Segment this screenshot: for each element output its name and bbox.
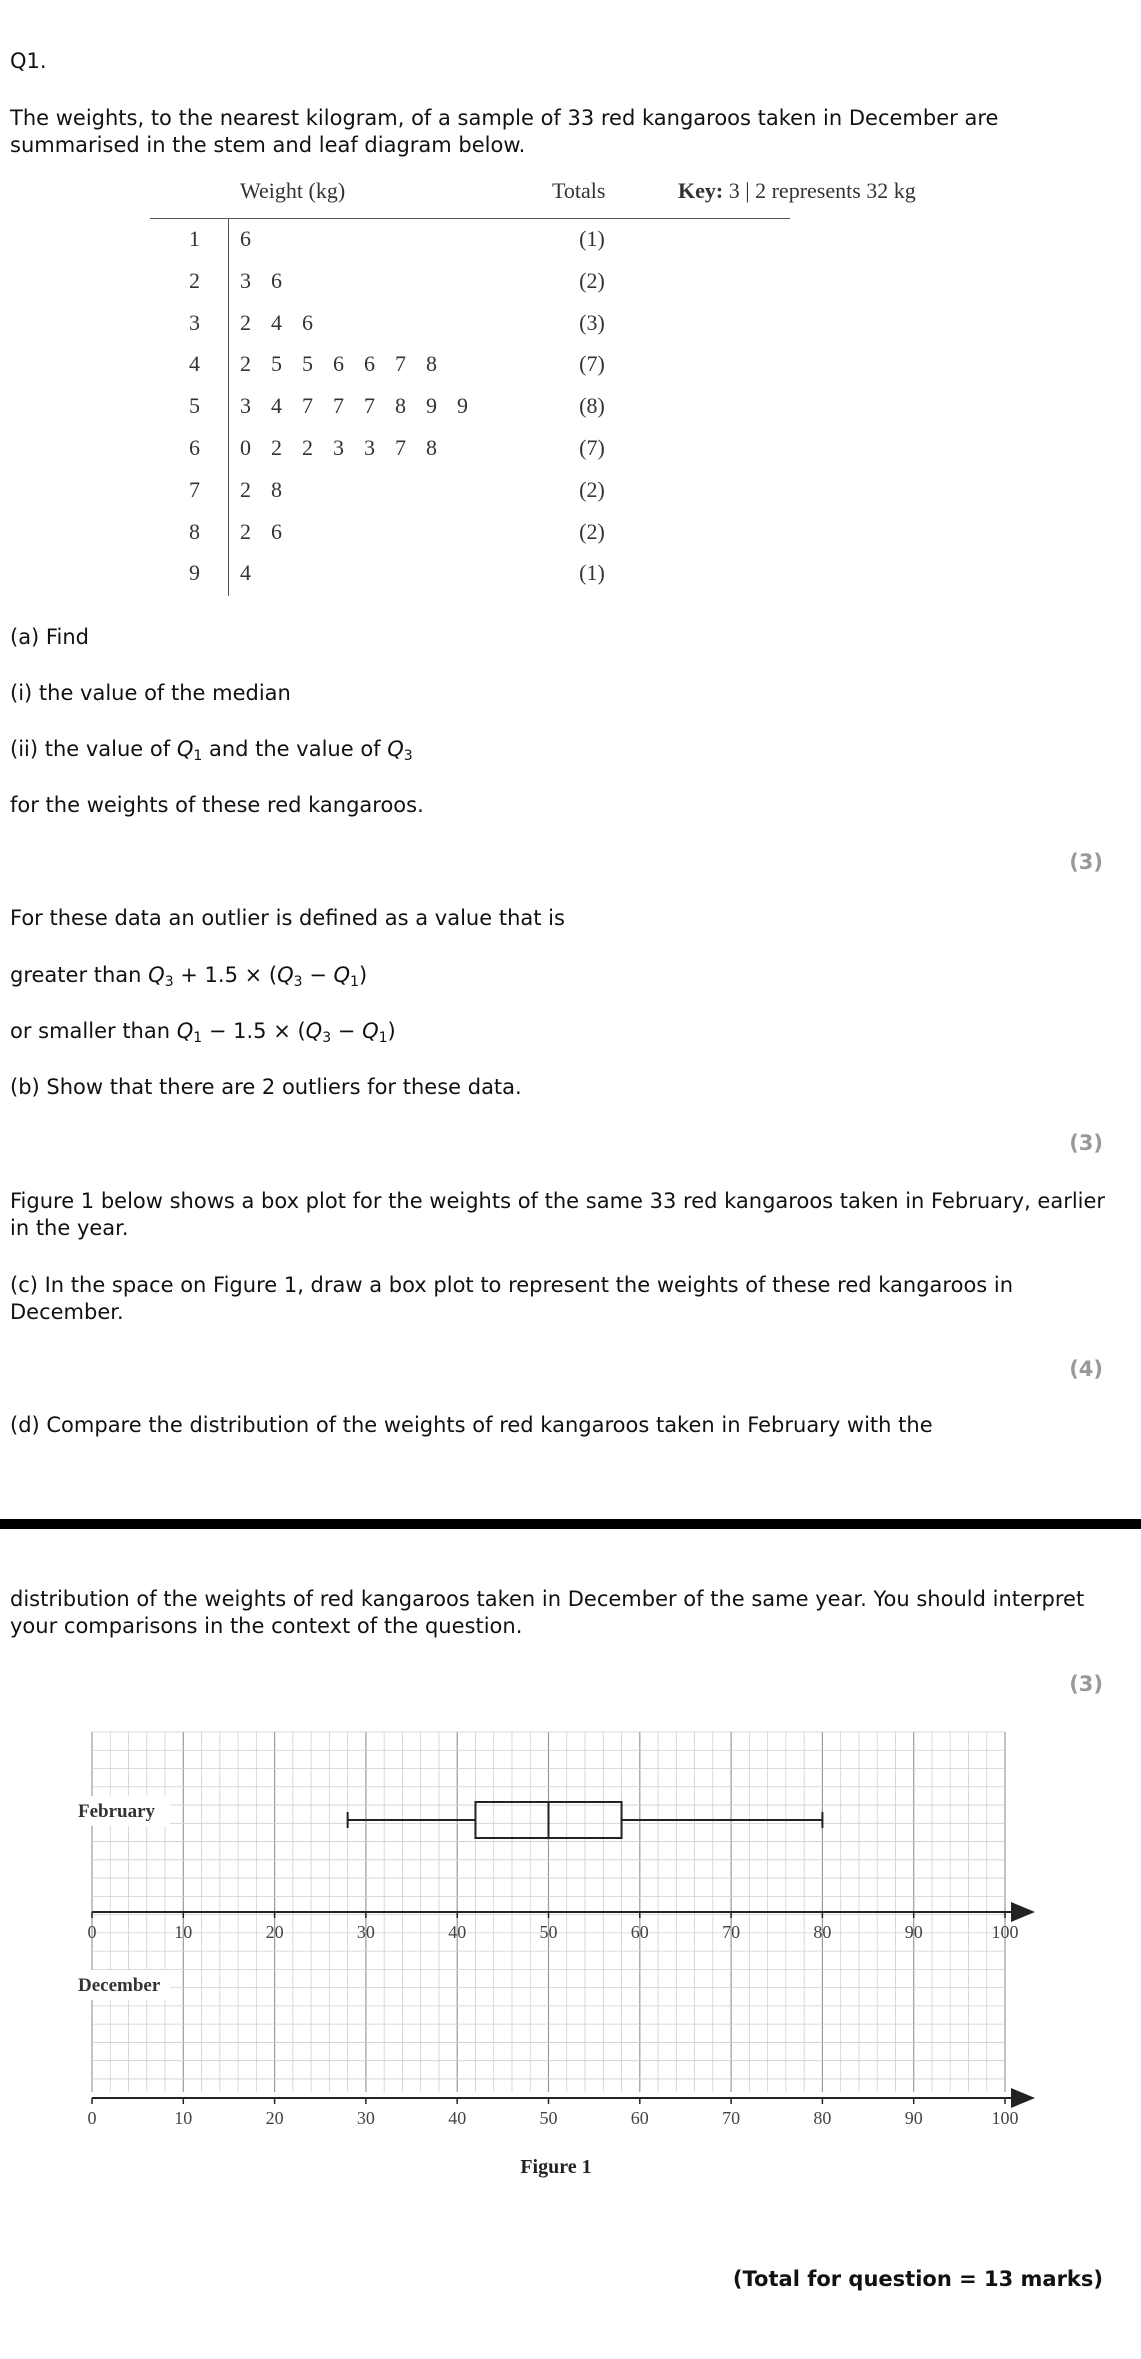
row-label: February: [78, 1801, 156, 1822]
part-a-ii: (ii) the value of $Q_1$ and the value of $Q_3$: [10, 737, 413, 764]
part-c-marks: (4): [1069, 1357, 1103, 1381]
tick-label: 20: [265, 2108, 284, 2128]
part-a-find: (a) Find: [10, 625, 89, 649]
tick-label: 50: [539, 1922, 558, 1942]
outlier-greater: greater than $Q_3 + 1.5 \times (Q_3 - Q_1)$: [10, 963, 368, 990]
tick-label: 60: [630, 2108, 649, 2128]
header-rule: [150, 218, 790, 219]
stem-value: 4: [189, 351, 200, 377]
outlier-intro: For these data an outlier is defined as a value that is: [10, 906, 565, 930]
figure-1-chart: [60, 1720, 1060, 2190]
stem-value: 1: [189, 226, 200, 251]
tick-label: 20: [265, 1922, 284, 1942]
stem-leaf-diagram: [160, 178, 980, 598]
part-d-continuation: distribution of the weights of red kangaroos taken in December of the same year. You should interpret your comparisons in the context of the question.: [10, 1587, 1085, 1638]
row-total: (7): [579, 435, 605, 460]
tick-label: 0: [87, 1922, 97, 1942]
part-d-text: (d) Compare the distribution of the weights of red kangaroos taken in February with the: [10, 1413, 933, 1437]
tick-label: 100: [991, 2108, 1019, 2128]
part-a-marks: (3): [1069, 850, 1103, 874]
question-intro: The weights, to the nearest kilogram, of a sample of 33 red kangaroos taken in December are summarised in the stem and leaf diagram below.: [10, 106, 999, 157]
stem-value: 6: [189, 435, 200, 460]
leaf-values: 3 4 7 7 7 8 9 9: [240, 393, 471, 419]
totals-header: Totals: [552, 178, 606, 203]
stem-value: 2: [189, 267, 200, 293]
stem-value: 7: [189, 476, 200, 502]
row-total: (2): [579, 518, 605, 544]
page-divider: [0, 1519, 1141, 1529]
leaf-values: 2 4 6: [240, 309, 316, 335]
tick-label: 40: [448, 2108, 467, 2128]
leaf-values: 0 2 2 3 3 7 8: [240, 435, 440, 460]
tick-label: 50: [539, 2108, 558, 2128]
part-c-text: (c) In the space on Figure 1, draw a box plot to represent the weights of these red kangaroos in December.: [10, 1273, 1014, 1324]
leaf-values: 2 6: [240, 518, 285, 544]
row-label: December: [78, 1975, 161, 1996]
tick-label: 60: [630, 1922, 649, 1942]
tick-label: 100: [991, 1922, 1019, 1942]
tick-label: 10: [174, 2108, 193, 2128]
stem-value: 8: [189, 518, 200, 544]
part-d-marks: (3): [1069, 1672, 1103, 1696]
stem-value: 5: [189, 393, 200, 419]
row-total: (1): [579, 226, 605, 251]
axes: [92, 1912, 1031, 2104]
leaf-values: 6: [240, 226, 254, 251]
row-total: (1): [579, 560, 605, 586]
part-a-for: for the weights of these red kangaroos.: [10, 793, 424, 817]
weight-header: Weight (kg): [240, 178, 346, 203]
tick-label: 70: [722, 2108, 741, 2128]
leaf-values: 3 6: [240, 267, 285, 293]
row-total: (8): [579, 393, 605, 419]
question-number: Q1.: [10, 49, 47, 73]
tick-label: 90: [904, 2108, 923, 2128]
row-total: (2): [579, 476, 605, 502]
tick-label: 10: [174, 1922, 193, 1942]
tick-label: 80: [813, 1922, 832, 1942]
tick-label: 30: [356, 2108, 375, 2128]
key-label: Key:: [678, 178, 724, 203]
tick-label: 90: [904, 1922, 923, 1942]
outlier-smaller: or smaller than $Q_1 - 1.5 \times (Q_3 - Q_1)$: [10, 1019, 396, 1046]
total-marks: (Total for question = 13 marks): [732, 2267, 1103, 2291]
leaf-values: 2 5 5 6 6 7 8: [240, 351, 440, 377]
row-total: (7): [579, 351, 605, 377]
figure-intro: Figure 1 below shows a box plot for the weights of the same 33 red kangaroos taken in February, earlier in the year.: [10, 1189, 1106, 1240]
tick-label: 80: [813, 2108, 832, 2128]
figure-title: Figure 1: [520, 2156, 592, 2178]
stem-rule: [228, 218, 229, 596]
row-total: (3): [579, 309, 605, 335]
leaf-values: 2 8: [240, 476, 285, 502]
tick-label: 70: [722, 1922, 741, 1942]
part-a-i: (i) the value of the median: [10, 681, 291, 705]
part-b-marks: (3): [1069, 1131, 1103, 1155]
key: [678, 178, 916, 204]
tick-label: 30: [356, 1922, 375, 1942]
stem-value: 3: [189, 309, 200, 335]
part-b-text: (b) Show that there are 2 outliers for these data.: [10, 1075, 522, 1099]
leaf-values: 4: [240, 560, 254, 586]
tick-label: 40: [448, 1922, 467, 1942]
stem-value: 9: [189, 560, 200, 586]
row-total: (2): [579, 267, 605, 293]
tick-label: 0: [87, 2108, 97, 2128]
key-text: 3 | 2 represents 32 kg: [728, 178, 916, 203]
